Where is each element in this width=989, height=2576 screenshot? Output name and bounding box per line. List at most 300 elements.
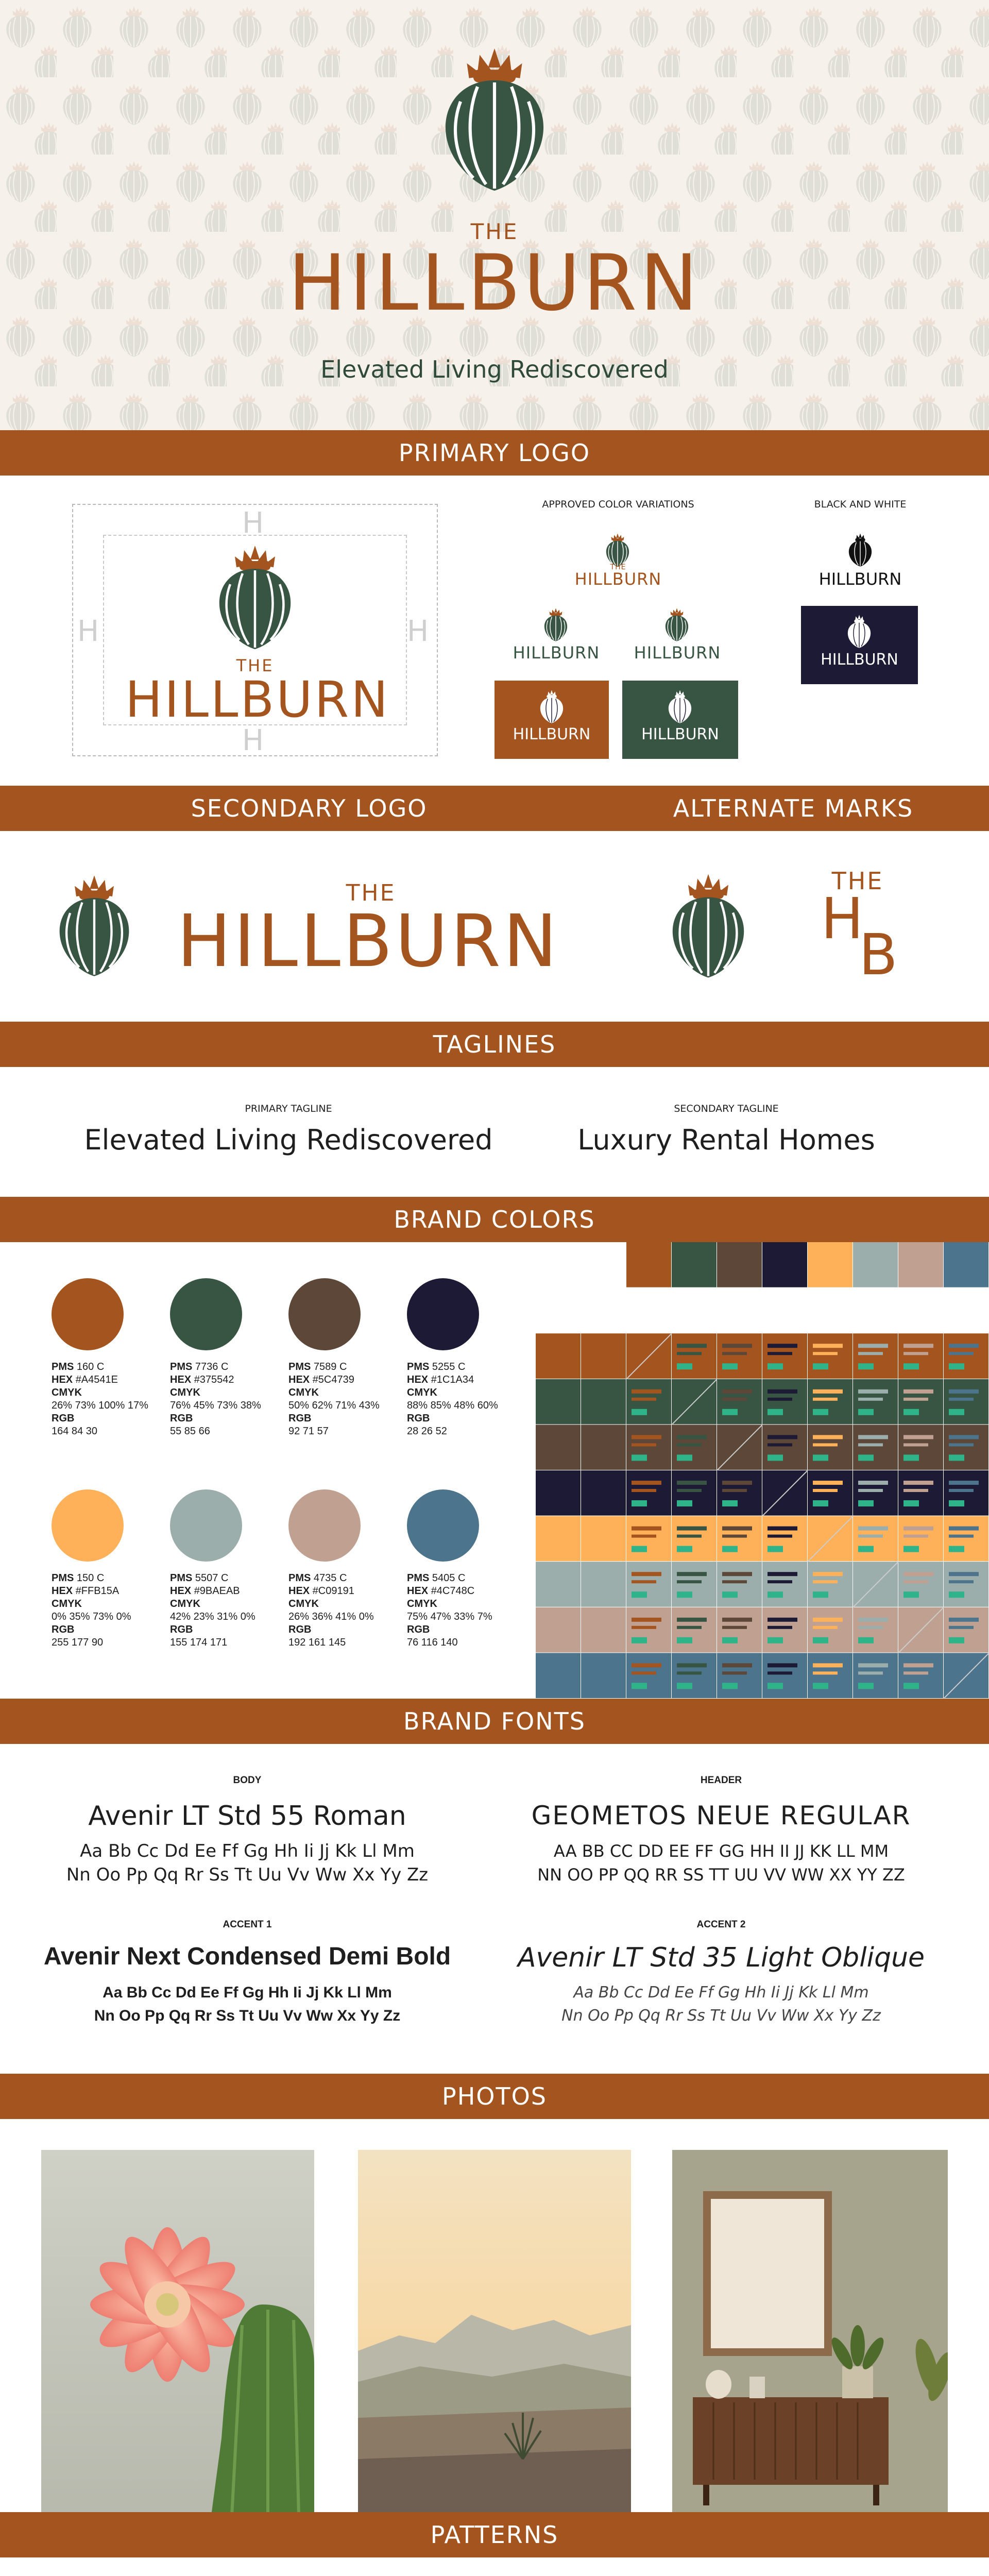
accent2-font-sample-1: Aa Bb Cc Dd Ee Ff Gg Hh Ii Jj Kk Ll Mm (573, 1984, 869, 2002)
matrix-sample-bar (813, 1671, 838, 1674)
matrix-cell (717, 1242, 762, 1287)
matrix-sample-bar (632, 1663, 661, 1667)
brand-fonts-bar (0, 1699, 989, 1744)
swatch-pms: PMS 5405 C (407, 1572, 466, 1584)
matrix-pass-badge (903, 1500, 919, 1506)
matrix-sample-bar (813, 1398, 838, 1401)
matrix-sample-bar (677, 1535, 702, 1538)
swatch-cmyk-key: CMYK (170, 1598, 200, 1609)
matrix-pass-badge (949, 1363, 964, 1369)
matrix-cell (853, 1288, 898, 1333)
matrix-sample-bar (677, 1527, 707, 1531)
swatch-values (170, 1572, 283, 1649)
matrix-sample-bar (949, 1618, 979, 1622)
matrix-cell (717, 1470, 762, 1516)
matrix-sample-bar (858, 1398, 883, 1401)
swatch-pms: PMS 7589 C (288, 1361, 347, 1372)
matrix-sample-bar (722, 1344, 752, 1348)
matrix-pass-badge (903, 1683, 919, 1689)
matrix-cell (717, 1562, 762, 1607)
matrix-cell (762, 1379, 807, 1425)
matrix-sample-bar (813, 1443, 838, 1446)
matrix-cell (808, 1242, 852, 1287)
brand-colors-bar (0, 1197, 989, 1242)
matrix-cell (762, 1288, 807, 1333)
matrix-pass-badge (722, 1363, 738, 1369)
patterns-bar (0, 2512, 989, 2557)
swatch-rgb: 164 84 30 (52, 1426, 97, 1437)
accent1-font-sample-1: Aa Bb Cc Dd Ee Ff Gg Hh Ii Jj Kk Ll Mm (103, 1984, 392, 2001)
matrix-sample-bar (768, 1352, 792, 1355)
matrix-sample-bar (632, 1618, 661, 1622)
primary-logo-wordmark: HILLBURN (125, 671, 390, 728)
secondary-tagline-label: SECONDARY TAGLINE (674, 1103, 779, 1114)
matrix-cell (626, 1379, 671, 1425)
variation-3-wordmark: HILLBURN (634, 643, 721, 663)
matrix-sample-bar (903, 1671, 928, 1674)
matrix-sample-bar (677, 1671, 702, 1674)
matrix-cell (898, 1333, 943, 1379)
matrix-pass-badge (632, 1409, 647, 1415)
matrix-pass-badge (949, 1637, 964, 1643)
matrix-pass-badge (813, 1637, 828, 1643)
secondary-logo-wordmark: HILLBURN (177, 900, 560, 984)
variation-2-wordmark: HILLBURN (513, 643, 600, 663)
matrix-cell (944, 1425, 988, 1470)
matrix-cell (626, 1562, 671, 1607)
matrix-cell (762, 1425, 807, 1470)
accent1-font-label: ACCENT 1 (223, 1919, 272, 1930)
swatch-cmyk: 26% 36% 41% 0% (288, 1611, 374, 1622)
matrix-cell (672, 1425, 717, 1470)
swatch-rgb: 92 71 57 (288, 1426, 329, 1437)
matrix-sample-bar (722, 1535, 747, 1538)
accent1-font-name: Avenir Next Condensed Demi Bold (43, 1943, 451, 1970)
accent2-font-label: ACCENT 2 (696, 1919, 746, 1930)
taglines-title: TAGLINES (433, 1030, 556, 1058)
swatch-hex: HEX #C09191 (288, 1585, 354, 1597)
variation-5-wordmark: HILLBURN (641, 725, 719, 743)
matrix-cell (672, 1333, 717, 1379)
logo-wordmark: HILLBURN (288, 239, 701, 328)
matrix-sample-bar (813, 1389, 843, 1394)
secondary-tagline-text: Luxury Rental Homes (577, 1124, 875, 1156)
swatch-cmyk: 88% 85% 48% 60% (407, 1400, 498, 1411)
matrix-pass-badge (632, 1546, 647, 1552)
matrix-sample-bar (768, 1626, 792, 1629)
matrix-cell (717, 1607, 762, 1653)
swatch-pms: PMS 5255 C (407, 1361, 466, 1372)
swatch-values (52, 1361, 165, 1438)
matrix-cell (536, 1333, 581, 1379)
matrix-cell (853, 1653, 898, 1698)
matrix-cell (626, 1607, 671, 1653)
matrix-sample-bar (858, 1481, 888, 1485)
matrix-cell (944, 1470, 988, 1516)
swatch-pms: PMS 150 C (52, 1572, 105, 1584)
matrix-sample-bar (722, 1489, 747, 1492)
secondary-logo-bar (0, 786, 989, 831)
swatch-cmyk-key: CMYK (288, 1598, 319, 1609)
matrix-pass-badge (768, 1591, 783, 1598)
alternate-marks-title: ALTERNATE MARKS (673, 794, 914, 822)
swatch-cmyk-key: CMYK (407, 1598, 437, 1609)
matrix-sample-bar (768, 1527, 797, 1531)
body-font-name: Avenir LT Std 55 Roman (88, 1801, 406, 1832)
clearspace-marker-left: H (77, 615, 99, 648)
matrix-cell (762, 1242, 807, 1287)
matrix-sample-bar (858, 1618, 888, 1622)
matrix-pass-badge (632, 1454, 647, 1461)
variation-4-wordmark: HILLBURN (513, 725, 591, 743)
matrix-sample-bar (632, 1580, 656, 1583)
swatch-cmyk: 0% 35% 73% 0% (52, 1611, 131, 1622)
matrix-cell (536, 1288, 581, 1333)
matrix-cell (853, 1379, 898, 1425)
matrix-sample-bar (813, 1572, 843, 1576)
swatch-rgb-key: RGB (407, 1413, 430, 1424)
matrix-sample-bar (677, 1344, 707, 1348)
matrix-cell (672, 1242, 717, 1287)
matrix-sample-bar (768, 1443, 792, 1446)
matrix-cell (853, 1242, 898, 1287)
swatch-rgb-key: RGB (288, 1413, 312, 1424)
matrix-sample-bar (813, 1352, 838, 1355)
matrix-sample-bar (722, 1626, 747, 1629)
matrix-cell (626, 1242, 671, 1287)
matrix-sample-bar (768, 1663, 797, 1667)
matrix-sample-bar (722, 1580, 747, 1583)
clearspace-marker-top: H (242, 506, 264, 540)
matrix-pass-badge (677, 1591, 692, 1598)
header-font-sample-1: AA BB CC DD EE FF GG HH II JJ KK LL MM (553, 1841, 889, 1861)
clearspace-marker-right: H (407, 615, 429, 648)
matrix-cell (853, 1333, 898, 1379)
matrix-pass-badge (722, 1637, 738, 1643)
matrix-pass-badge (858, 1546, 874, 1552)
matrix-cell (762, 1653, 807, 1698)
matrix-sample-bar (903, 1344, 933, 1348)
header-font-sample-2: NN OO PP QQ RR SS TT UU VV WW XX YY ZZ (537, 1865, 905, 1885)
matrix-cell (717, 1653, 762, 1698)
matrix-pass-badge (858, 1454, 874, 1461)
swatch-circle (407, 1278, 479, 1350)
matrix-sample-bar (903, 1572, 933, 1576)
matrix-cell (581, 1242, 626, 1287)
swatch-pms: PMS 4735 C (288, 1572, 347, 1584)
matrix-sample-bar (903, 1443, 928, 1446)
matrix-pass-badge (722, 1683, 738, 1689)
matrix-pass-badge (903, 1546, 919, 1552)
matrix-sample-bar (903, 1663, 933, 1667)
matrix-sample-bar (949, 1435, 979, 1439)
matrix-sample-bar (768, 1435, 797, 1439)
matrix-cell (672, 1516, 717, 1562)
matrix-cell (944, 1379, 988, 1425)
matrix-sample-bar (858, 1435, 888, 1439)
matrix-pass-badge (903, 1591, 919, 1598)
photos-bar (0, 2074, 989, 2119)
matrix-cell (626, 1470, 671, 1516)
primary-tagline-text: Elevated Living Rediscovered (84, 1124, 493, 1156)
matrix-cell (581, 1379, 626, 1425)
swatch-rgb: 192 161 145 (288, 1637, 346, 1648)
matrix-sample-bar (632, 1489, 656, 1492)
matrix-cell (672, 1562, 717, 1607)
matrix-pass-badge (949, 1454, 964, 1461)
matrix-sample-bar (632, 1535, 656, 1538)
swatch-circle (407, 1489, 479, 1562)
matrix-pass-badge (632, 1637, 647, 1643)
matrix-sample-bar (949, 1626, 974, 1629)
swatch-rgb-key: RGB (407, 1624, 430, 1635)
matrix-sample-bar (677, 1489, 702, 1492)
matrix-pass-badge (903, 1363, 919, 1369)
matrix-pass-badge (768, 1546, 783, 1552)
matrix-cell (898, 1470, 943, 1516)
cactus-flower-photo (41, 2150, 314, 2516)
matrix-sample-bar (949, 1527, 979, 1531)
matrix-sample-bar (632, 1527, 661, 1531)
matrix-cell (762, 1562, 807, 1607)
bw-black-wordmark: HILLBURN (819, 569, 902, 589)
matrix-sample-bar (858, 1389, 888, 1394)
matrix-sample-bar (632, 1398, 656, 1401)
matrix-sample-bar (858, 1527, 888, 1531)
matrix-sample-bar (722, 1527, 752, 1531)
primary-logo-bar (0, 430, 989, 476)
desert-landscape-photo (358, 2150, 631, 2516)
matrix-sample-bar (632, 1435, 661, 1439)
swatch-cmyk-key: CMYK (170, 1387, 200, 1398)
matrix-cell (717, 1516, 762, 1562)
matrix-pass-badge (768, 1683, 783, 1689)
matrix-sample-bar (632, 1481, 661, 1485)
swatch-hex: HEX #A4541E (52, 1374, 118, 1385)
swatch-cmyk-key: CMYK (52, 1598, 82, 1609)
color-contrast-matrix (536, 1242, 989, 1699)
matrix-cell (808, 1379, 852, 1425)
taglines-section (0, 1067, 989, 1197)
matrix-sample-bar (858, 1489, 883, 1492)
matrix-sample-bar (722, 1618, 752, 1622)
matrix-cell (672, 1470, 717, 1516)
matrix-pass-badge (722, 1500, 738, 1506)
matrix-sample-bar (677, 1481, 707, 1485)
matrix-pass-badge (949, 1546, 964, 1552)
matrix-sample-bar (903, 1489, 928, 1492)
matrix-cell (626, 1288, 671, 1333)
matrix-pass-badge (677, 1454, 692, 1461)
swatch-hex: HEX #1C1A34 (407, 1374, 474, 1385)
approved-variations-label: APPROVED COLOR VARIATIONS (542, 499, 694, 510)
swatch-circle (52, 1489, 124, 1562)
matrix-pass-badge (677, 1683, 692, 1689)
secondary-logo-the: THE (346, 880, 396, 906)
matrix-pass-badge (949, 1409, 964, 1415)
matrix-sample-bar (813, 1663, 843, 1667)
matrix-pass-badge (813, 1683, 828, 1689)
primary-logo-title: PRIMARY LOGO (398, 439, 591, 467)
matrix-sample-bar (813, 1618, 843, 1622)
matrix-cell (944, 1607, 988, 1653)
primary-tagline-label: PRIMARY TAGLINE (245, 1103, 332, 1114)
variation-1-the: THE (610, 563, 626, 571)
matrix-cell (853, 1516, 898, 1562)
swatch-hex: HEX #FFB15A (52, 1585, 120, 1597)
swatch-rgb: 155 174 171 (170, 1637, 228, 1648)
matrix-cell (717, 1333, 762, 1379)
matrix-sample-bar (949, 1489, 974, 1492)
matrix-cell (536, 1607, 581, 1653)
matrix-pass-badge (813, 1363, 828, 1369)
matrix-sample-bar (903, 1435, 933, 1439)
primary-logo-the: THE (236, 656, 274, 675)
matrix-sample-bar (677, 1618, 707, 1622)
matrix-pass-badge (677, 1546, 692, 1552)
matrix-pass-badge (768, 1454, 783, 1461)
swatch-rgb-key: RGB (52, 1624, 75, 1635)
swatch-cmyk: 26% 73% 100% 17% (52, 1400, 148, 1411)
matrix-cell (762, 1607, 807, 1653)
matrix-cell (717, 1379, 762, 1425)
matrix-cell (536, 1470, 581, 1516)
monogram-b: B (859, 922, 898, 988)
matrix-cell (581, 1562, 626, 1607)
body-font-sample-2: Nn Oo Pp Qq Rr Ss Tt Uu Vv Ww Xx Yy Zz (66, 1865, 429, 1885)
matrix-sample-bar (813, 1435, 843, 1439)
swatch-values (170, 1361, 283, 1438)
matrix-cell (581, 1516, 626, 1562)
matrix-pass-badge (722, 1546, 738, 1552)
matrix-pass-badge (813, 1454, 828, 1461)
matrix-sample-bar (677, 1443, 702, 1446)
matrix-cell (898, 1242, 943, 1287)
matrix-cell (808, 1653, 852, 1698)
swatch-hex: HEX #375542 (170, 1374, 234, 1385)
primary-logo-section (0, 476, 989, 786)
swatch-cmyk-key: CMYK (288, 1387, 319, 1398)
matrix-pass-badge (903, 1409, 919, 1415)
matrix-sample-bar (858, 1626, 883, 1629)
matrix-cell (536, 1653, 581, 1698)
swatch-rgb-key: RGB (288, 1624, 312, 1635)
matrix-pass-badge (949, 1500, 964, 1506)
matrix-sample-bar (677, 1352, 702, 1355)
matrix-cell (853, 1425, 898, 1470)
swatch-values (52, 1572, 165, 1649)
patterns-section (0, 2557, 989, 2576)
matrix-sample-bar (632, 1572, 661, 1576)
matrix-cell (581, 1607, 626, 1653)
matrix-sample-bar (768, 1389, 797, 1394)
matrix-cell (581, 1653, 626, 1698)
bw-black-icon (848, 532, 873, 567)
matrix-cell (944, 1333, 988, 1379)
swatch-circle (170, 1489, 242, 1562)
swatch-pms: PMS 5507 C (170, 1572, 229, 1584)
body-font-label: BODY (233, 1775, 262, 1786)
accent1-font-sample-2: Nn Oo Pp Qq Rr Ss Tt Uu Vv Ww Xx Yy Zz (94, 2007, 401, 2024)
matrix-sample-bar (768, 1618, 797, 1622)
matrix-cell (853, 1607, 898, 1653)
matrix-sample-bar (858, 1663, 888, 1667)
matrix-cell (808, 1288, 852, 1333)
variation-5-icon (668, 689, 692, 724)
matrix-cell (944, 1516, 988, 1562)
swatch-cmyk: 76% 45% 73% 38% (170, 1400, 261, 1411)
matrix-cell (898, 1562, 943, 1607)
matrix-sample-bar (677, 1572, 707, 1576)
swatch-rgb-key: RGB (52, 1413, 75, 1424)
swatch-pms: PMS 7736 C (170, 1361, 229, 1372)
matrix-cell (672, 1288, 717, 1333)
photos-title: PHOTOS (441, 2082, 548, 2110)
bw-white-wordmark: HILLBURN (821, 651, 898, 669)
matrix-cell (808, 1333, 852, 1379)
matrix-cell (944, 1288, 988, 1333)
matrix-sample-bar (949, 1389, 979, 1394)
swatch-rgb: 28 26 52 (407, 1426, 447, 1437)
hero-tagline: Elevated Living Rediscovered (320, 355, 669, 383)
matrix-sample-bar (949, 1398, 974, 1401)
matrix-sample-bar (768, 1535, 792, 1538)
matrix-pass-badge (677, 1363, 692, 1369)
matrix-sample-bar (949, 1443, 974, 1446)
matrix-sample-bar (632, 1389, 661, 1394)
swatch-circle (170, 1278, 242, 1350)
matrix-sample-bar (903, 1481, 933, 1485)
matrix-sample-bar (949, 1580, 974, 1583)
photos-section (0, 2119, 989, 2512)
matrix-cell (944, 1562, 988, 1607)
matrix-sample-bar (949, 1352, 974, 1355)
matrix-cell (536, 1516, 581, 1562)
swatch-hex: HEX #9BAEAB (170, 1585, 240, 1597)
matrix-sample-bar (722, 1389, 752, 1394)
matrix-cell (581, 1288, 626, 1333)
matrix-sample-bar (677, 1626, 702, 1629)
matrix-cell (536, 1379, 581, 1425)
alternate-cactus-icon (670, 870, 747, 980)
matrix-sample-bar (722, 1572, 752, 1576)
matrix-cell (581, 1425, 626, 1470)
matrix-pass-badge (949, 1591, 964, 1598)
swatch-cmyk: 75% 47% 33% 7% (407, 1611, 492, 1622)
matrix-sample-bar (949, 1481, 979, 1485)
swatch-hex: HEX #5C4739 (288, 1374, 354, 1385)
variation-3-icon (664, 607, 689, 642)
taglines-bar (0, 1022, 989, 1067)
matrix-sample-bar (722, 1352, 747, 1355)
matrix-cell (808, 1425, 852, 1470)
matrix-cell (581, 1470, 626, 1516)
interior-photo (672, 2150, 948, 2516)
matrix-sample-bar (677, 1663, 707, 1667)
matrix-cell (853, 1470, 898, 1516)
patterns-title: PATTERNS (430, 2521, 559, 2549)
matrix-cell (672, 1607, 717, 1653)
matrix-sample-bar (722, 1663, 752, 1667)
secondary-cactus-icon (57, 872, 132, 978)
matrix-pass-badge (858, 1500, 874, 1506)
matrix-cell (898, 1379, 943, 1425)
matrix-cell (808, 1470, 852, 1516)
matrix-cell (626, 1516, 671, 1562)
brand-colors-section (0, 1242, 989, 1699)
matrix-pass-badge (722, 1591, 738, 1598)
matrix-cell (898, 1516, 943, 1562)
